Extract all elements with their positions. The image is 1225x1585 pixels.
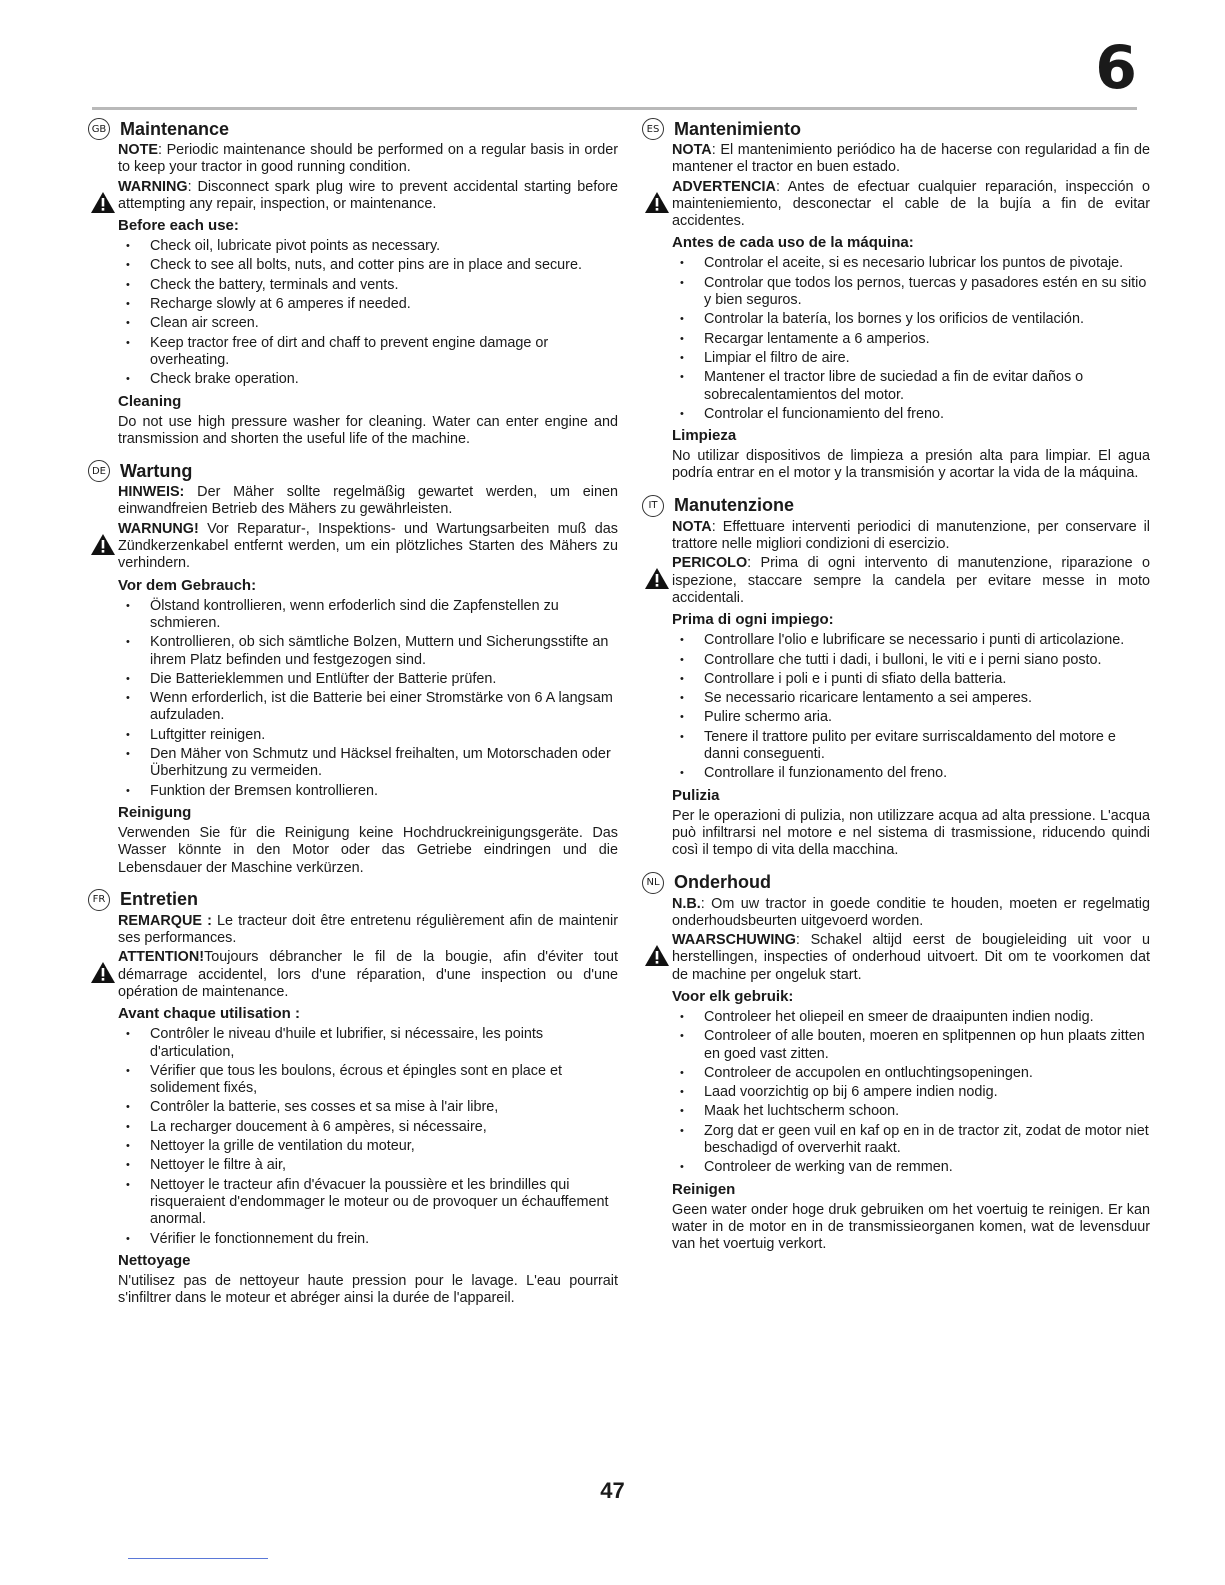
checklist-item: • Se necessario ricaricare lentamento a sei amperes. xyxy=(672,690,1150,707)
section-onderhoud-nl xyxy=(646,872,1150,1254)
section-title: Entretien xyxy=(120,889,199,910)
warning-paragraph xyxy=(118,521,618,573)
before-use-heading: Before each use: xyxy=(118,217,239,235)
before-use-heading: Avant chaque utilisation : xyxy=(118,1005,300,1023)
language-badge: NL xyxy=(642,872,664,894)
checklist-item: • Controllare che tutti i dadi, i bulloni, le viti e i perni siano posto. xyxy=(672,652,1150,669)
note-label: REMARQUE : xyxy=(118,912,212,929)
note-text: Le tracteur doit être entretenu régulièrement afin de maintenir ses performances. xyxy=(118,912,618,947)
warning-text: : Antes de efectuar cualquier reparación, inspección o mainteniemiento, desconectar el cable de la bujía a fin de evitar accidentes. xyxy=(672,178,1150,230)
language-badge: DE xyxy=(88,460,110,482)
checklist-item: • Check oil, lubricate pivot points as necessary. xyxy=(118,238,618,255)
checklist-item: • Tenere il trattore pulito per evitare surriscaldamento del motore e danni conseguenti. xyxy=(672,729,1150,764)
warning-text: Toujours débrancher le fil de la bougie, afin d'éviter tout démarrage accidentel, lors d'une réparation, d'une inspection ou d'une opération de maintenance. xyxy=(118,949,618,1000)
warning-triangle-icon xyxy=(644,944,670,967)
cleaning-heading: Reinigen xyxy=(672,1180,736,1198)
note-label: NOTA xyxy=(672,142,712,158)
section-title: Manutenzione xyxy=(674,495,794,516)
cleaning-text: Geen water onder hoge druk gebruiken om het voertuig te reinigen. Er kan water in de motor en in de transmissieorganen komen, wat de levensduur van het voertuig verkort. xyxy=(672,1201,1150,1253)
cleaning-heading: Limpieza xyxy=(672,427,737,445)
checklist-item: • Kontrollieren, ob sich sämtliche Bolzen, Muttern und Sicherungsstifte an ihrem Platz befinden und festgezogen sind. xyxy=(118,634,618,669)
warning-label: WAARSCHUWING xyxy=(672,932,796,949)
before-use-heading: Vor dem Gebrauch: xyxy=(118,576,257,594)
warning-paragraph xyxy=(672,555,1150,607)
header-rule xyxy=(92,107,1137,110)
section-title: Maintenance xyxy=(120,118,230,139)
checklist-item: • Check brake operation. xyxy=(118,371,618,388)
section-entretien-fr xyxy=(92,889,618,1308)
warning-text: Vor Reparatur-, Inspektions- und Wartungsarbeiten muß das Zündkerzenkabel entfernt werden, um ein plötzliches Starten des Mähers zu verhindern. xyxy=(118,520,618,572)
cleaning-text: Per le operazioni di pulizia, non utilizzare acqua ad alta pressione. L'acqua può infiltrarsi nel motore e nel sistema di trasmissione, riducendo quindi così il tempo di vita della macchina. xyxy=(672,807,1150,859)
section-title: Onderhoud xyxy=(674,872,771,892)
warning-triangle-icon xyxy=(90,533,116,556)
cleaning-text: No utilizar dispositivos de limpieza a presión alta para limpiar. El agua podría entrar en el motor y la transmisión y acortar la vida de la máquina. xyxy=(672,448,1150,482)
warning-triangle-icon xyxy=(644,191,670,214)
checklist-item: • Contrôler le niveau d'huile et lubrifier, si nécessaire, les points d'articulation, xyxy=(118,1026,618,1061)
language-badge: IT xyxy=(642,495,664,517)
checklist-item: • Maak het luchtscherm schoon. xyxy=(672,1103,1150,1120)
note-label: NOTA xyxy=(672,518,712,535)
warning-paragraph xyxy=(672,932,1150,984)
cleaning-heading: Nettoyage xyxy=(118,1251,191,1269)
note-text: Der Mäher sollte regelmäßig gewartet werden, um einen einwandfreien Betrieb des Mähers zu gewährleisten. xyxy=(118,484,618,518)
warning-paragraph xyxy=(672,179,1150,231)
checklist-item: • Luftgitter reinigen. xyxy=(118,727,618,744)
note-paragraph xyxy=(118,913,618,948)
section-maintenance-gb xyxy=(91,118,618,448)
note-text: : Periodic maintenance should be performed on a regular basis in order to keep your tractor in good running condition. xyxy=(118,142,618,176)
checklist-item: • Contrôler la batterie, ses cosses et sa mise à l'air libre, xyxy=(118,1099,618,1116)
note-text: : El mantenimiento periódico ha de hacerse con regularidad a fin de mantener el tractor en buen estado. xyxy=(672,142,1150,176)
before-use-heading: Voor elk gebruik: xyxy=(672,987,794,1005)
cleaning-text: Verwenden Sie für die Reinigung keine Hochdruckreinigungsgeräte. Das Wasser könnte in den Motor oder das Getriebe eindringen und die Lebensdauer der Maschine verkürzen. xyxy=(118,824,618,876)
checklist-item: • La recharger doucement à 6 ampères, si nécessaire, xyxy=(118,1119,618,1136)
section-heading xyxy=(642,118,1150,140)
checklist-item: • Funktion der Bremsen kontrollieren. xyxy=(118,783,618,800)
note-paragraph xyxy=(118,142,618,177)
checklist-item: • Keep tractor free of dirt and chaff to prevent engine damage or overheating. xyxy=(118,335,618,370)
checklist-item: • Zorg dat er geen vuil en kaf op en in de tractor zit, zodat de motor niet beschadigd of oververhit raakt. xyxy=(672,1123,1150,1158)
warning-triangle-icon xyxy=(644,567,670,590)
note-label: NOTE xyxy=(118,142,158,158)
checklist xyxy=(118,1026,618,1248)
cleaning-heading: Reinigung xyxy=(118,803,192,821)
section-heading xyxy=(642,495,1150,517)
warning-text: : Disconnect spark plug wire to prevent accidental starting before attempting any repair, inspection, or maintenance. xyxy=(118,178,618,212)
checklist-item: • Check the battery, terminals and vents. xyxy=(118,277,618,294)
section-title: Wartung xyxy=(120,460,193,481)
checklist-item: • Clean air screen. xyxy=(118,315,618,332)
warning-paragraph xyxy=(118,179,618,214)
checklist-item: • Controllare i poli e i punti di sfiato della batteria. xyxy=(672,671,1150,688)
section-heading xyxy=(88,118,618,140)
note-text: : Om uw tractor in goede conditie te houden, moeten er regelmatig onderhoudsbeurten uitgevoerd worden. xyxy=(672,895,1150,929)
cleaning-heading: Pulizia xyxy=(672,786,720,804)
warning-text: : Prima di ogni intervento di manutenzione, riparazione o ispezione, staccare sempre la candela per evitare messe in moto accidentali. xyxy=(672,555,1150,606)
chapter-number: 6 xyxy=(1095,33,1137,103)
before-use-heading: Prima di ogni impiego: xyxy=(672,611,834,629)
checklist-item: • Controleer de werking van de remmen. xyxy=(672,1159,1150,1176)
section-heading xyxy=(88,889,618,911)
checklist-item: • Mantener el tractor libre de suciedad a fin de evitar daños o sobrecalentamientos del motor. xyxy=(672,369,1150,404)
checklist xyxy=(118,598,618,800)
checklist-item: • Controlar la batería, los bornes y los orificios de ventilación. xyxy=(672,311,1150,328)
cleaning-text: Do not use high pressure washer for cleaning. Water can enter engine and transmission and shorten the useful life of the machine. xyxy=(118,413,618,447)
warning-label: WARNUNG! xyxy=(118,520,199,537)
checklist-item: • Check to see all bolts, nuts, and cotter pins are in place and secure. xyxy=(118,257,618,274)
checklist-item: • Vérifier que tous les boulons, écrous et épingles sont en place et solidement fixés, xyxy=(118,1063,618,1098)
checklist xyxy=(672,632,1150,782)
checklist-item: • Controleer of alle bouten, moeren en splitpennen op hun plaats zitten en goed vast zitten. xyxy=(672,1028,1150,1063)
checklist-item: • Nettoyer la grille de ventilation du moteur, xyxy=(118,1138,618,1155)
warning-label: PERICOLO xyxy=(672,555,748,572)
note-paragraph xyxy=(672,896,1150,931)
warning-label: WARNING xyxy=(118,178,188,195)
note-text: : Effettuare interventi periodici di manutenzione, per conservare il trattore nelle migliori condizioni di esercizio. xyxy=(672,518,1150,553)
section-heading xyxy=(88,460,618,482)
checklist-item: • Controlar el funcionamiento del freno. xyxy=(672,406,1150,423)
section-title: Mantenimiento xyxy=(674,118,802,139)
checklist-item: • Ölstand kontrollieren, wenn erfoderlich sind die Zapfenstellen zu schmieren. xyxy=(118,598,618,633)
warning-triangle-icon xyxy=(90,191,116,214)
language-badge: FR xyxy=(88,889,110,911)
page-number: 47 xyxy=(600,1478,625,1503)
checklist-item: • Controllare l'olio e lubrificare se necessario i punti di articolazione. xyxy=(672,632,1150,649)
language-badge: ES xyxy=(642,118,664,140)
note-paragraph xyxy=(118,484,618,519)
checklist-item: • Controlar el aceite, si es necesario lubricar los puntos de pivotaje. xyxy=(672,255,1150,272)
checklist-item: • Den Mäher von Schmutz und Häcksel freihalten, um Motorschaden oder Überhitzung zu vermeiden. xyxy=(118,746,618,781)
section-mantenimiento-es xyxy=(646,118,1150,483)
checklist-item: • Controleer het oliepeil en smeer de draaipunten indien nodig. xyxy=(672,1009,1150,1026)
checklist-item: • Wenn erforderlich, ist die Batterie bei einer Stromstärke von 6 A langsam aufzuladen. xyxy=(118,690,618,725)
footer-link-line xyxy=(128,1558,268,1559)
note-label: HINWEIS: xyxy=(118,484,185,501)
cleaning-text: N'utilisez pas de nettoyeur haute pression pour le lavage. L'eau pourrait s'infiltrer dans le moteur et abréger ainsi la durée de l'appareil. xyxy=(118,1272,618,1307)
checklist xyxy=(672,1009,1150,1177)
cleaning-heading: Cleaning xyxy=(118,392,182,410)
language-badge: GB xyxy=(88,118,110,140)
warning-text: : Schakel altijd eerst de bougieleiding uit voor u herstellingen, inspecties of onderhoud uitvoert. Dit om te voorkomen dat de machine per ongeluk start. xyxy=(672,932,1150,983)
checklist-item: • Controlar que todos los pernos, tuercas y pasadores estén en su sitio y bien seguros. xyxy=(672,275,1150,310)
checklist-item: • Pulire schermo aria. xyxy=(672,709,1150,726)
section-heading xyxy=(642,872,1150,894)
note-paragraph xyxy=(672,519,1150,554)
warning-triangle-icon xyxy=(90,961,116,984)
before-use-heading: Antes de cada uso de la máquina: xyxy=(672,234,914,252)
right-column xyxy=(646,118,1150,1266)
checklist-item: • Nettoyer le filtre à air, xyxy=(118,1157,618,1174)
checklist-item: • Recharge slowly at 6 amperes if needed. xyxy=(118,296,618,313)
section-manutenzione-it xyxy=(648,495,1150,860)
warning-label: ADVERTENCIA xyxy=(672,178,776,195)
section-wartung-de xyxy=(91,460,618,877)
left-column xyxy=(91,118,618,1319)
checklist xyxy=(118,238,618,388)
checklist-item: • Recargar lentamente a 6 amperios. xyxy=(672,331,1150,348)
warning-label: ATTENTION! xyxy=(118,949,205,966)
checklist-item: • Laad voorzichtig op bij 6 ampere indien nodig. xyxy=(672,1084,1150,1101)
checklist-item: • Die Batterieklemmen und Entlüfter der Batterie prüfen. xyxy=(118,671,618,688)
checklist-item: • Limpiar el filtro de aire. xyxy=(672,350,1150,367)
checklist-item: • Controleer de accupolen en ontluchtingsopeningen. xyxy=(672,1065,1150,1082)
checklist-item: • Nettoyer le tracteur afin d'évacuer la poussière et les brindilles qui risqueraient d'endommager le moteur ou de provoquer un échauffement anormal. xyxy=(118,1177,618,1229)
note-label: N.B. xyxy=(672,895,701,912)
warning-paragraph xyxy=(118,949,618,1001)
checklist-item: • Controllare il funzionamento del freno. xyxy=(672,765,1150,782)
checklist xyxy=(672,255,1150,423)
checklist-item: • Vérifier le fonctionnement du frein. xyxy=(118,1231,618,1248)
note-paragraph xyxy=(672,142,1150,177)
